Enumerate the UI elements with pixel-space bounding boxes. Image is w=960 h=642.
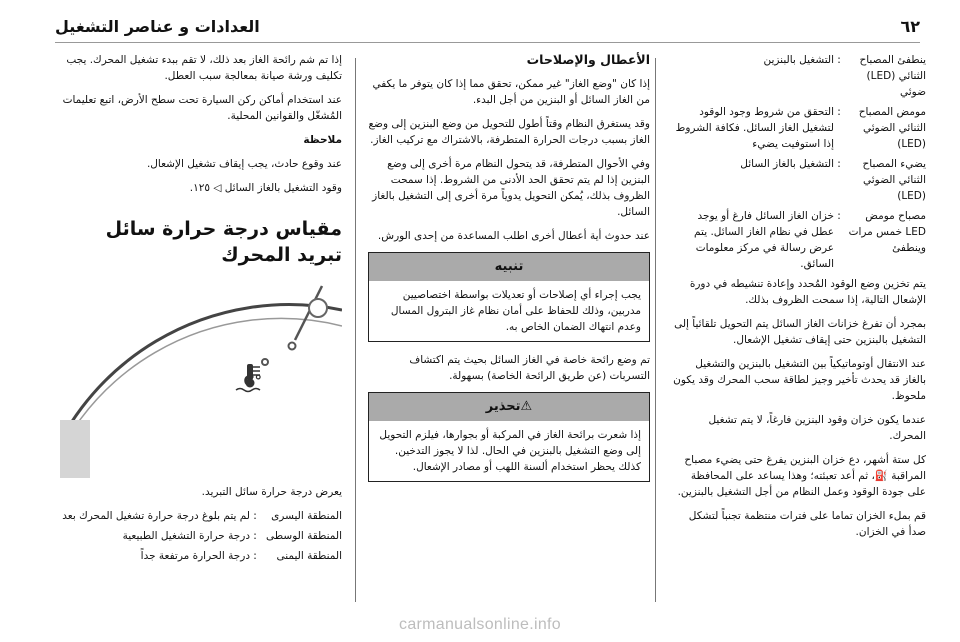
note-text: عند وقوع حادث، يجب إيقاف تشغيل الإشعال. xyxy=(146,158,342,170)
note-heading: ملاحظة xyxy=(303,134,342,146)
list-item: مومض المصباح الثنائي الضوئي (LED) : التحقق من شروط وجود الوقود لتشغيل الغاز السائل. فكافة الشروط إذا استوفيت يضيء xyxy=(672,104,926,156)
watermark: carmanualsonline.info xyxy=(399,616,561,633)
mode-desc: التحقق من شروط وجود الوقود لتشغيل الغاز السائل. فكافة الشروط إذا استوفيت يضيء xyxy=(675,106,834,150)
gauge-hub xyxy=(309,299,327,317)
warning-text: إذا شعرت برائحة الغاز في المركبة أو بجوارها، فيلزم التحويل إلى وضع التشغيل بالبنزين في الحال. لذا لا يجوز التدخين. كذلك يحظر استخدام ألسنة اللهب أو مصادر الإشعال. xyxy=(379,429,641,473)
page-title: العدادات و عناصر التشغيل xyxy=(55,16,260,36)
mode-term: مصباح مومض LED خمس مرات وينطفئ xyxy=(848,210,926,254)
column-divider-right xyxy=(655,58,656,602)
coolant-gauge-illustration xyxy=(60,280,342,478)
paragraph: إذا تم شم رائحة الغاز بعد ذلك، لا تقم ببدء تشغيل المحرك. يجب تكليف ورشة صيانة بمعالجة سبب العطل. xyxy=(66,54,342,82)
right-column xyxy=(672,52,926,548)
paragraph: عند حدوث أية أعطال أخرى اطلب المساعدة من إحدى الورش. xyxy=(377,230,650,242)
list-item: المنطقة الوسطى : درجة حرارة التشغيل الطبيعية xyxy=(62,528,342,548)
notice-box xyxy=(368,252,650,342)
fuel-mode-list xyxy=(672,52,926,276)
gauge-unit-label: °C xyxy=(243,372,262,390)
page-header xyxy=(55,14,920,38)
list-item: المنطقة اليمنى : درجة الحرارة مرتفعة جداً xyxy=(62,548,342,568)
paragraph: قم بملء الخزان تماما على فترات منتظمة تجنباً لتشكل صدأ في الخزان. xyxy=(688,510,926,538)
paragraph: وفي الأحوال المتطرفة، قد يتحول النظام مرة أخرى إلى وضع البنزين إذا لم يتم تحقق الحد الأدنى من الشروط. إذا سمحت الظروف بذلك، يُمكن التحويل يدوياً مرة أخرى إلى التشغيل بالغاز السائل. xyxy=(372,158,650,218)
notice-text: يجب إجراء أي إصلاحات أو تعديلات بواسطة اختصاصيين مدربين، وذلك للحفاظ على أمان نظام غاز البترول المسال وعدم انتهاك الضمان الخاص به. xyxy=(390,289,641,333)
paragraph: بمجرد أن تفرغ خزانات الغاز السائل يتم التحويل تلقائياً إلى التشغيل بالبنزين حتى إيقاف تشغيل الإشعال. xyxy=(674,318,926,346)
cross-reference: وقود التشغيل بالغاز السائل ◁ ١٢٥. xyxy=(189,182,342,194)
notice-title: تنبيه xyxy=(369,253,649,281)
page-number: ٦٢ xyxy=(900,16,920,36)
list-item: يضيء المصباح الثنائي الضوئي (LED) : التشغيل بالغاز السائل xyxy=(672,156,926,208)
gauge-tick xyxy=(289,343,296,350)
paragraph: كل ستة أشهر، دع خزان البنزين يفرغ حتى يضيء مصباح المراقبة ⛽، ثم أعد تعبئته؛ وهذا يساعد على المحافظة على جودة الوقود وعمل النظام من أجل التشغيل بالبنزين. xyxy=(677,454,926,498)
paragraph: تم وضع رائحة خاصة في الغاز السائل بحيث يتم اكتشاف التسربات (عن طريق الرائحة الخاصة) بسهولة. xyxy=(409,354,650,382)
zone-term: المنطقة اليمنى xyxy=(276,550,342,562)
mode-term: ينطفئ المصباح الثنائي (LED) ضوئي xyxy=(859,54,926,98)
paragraph: يتم تخزين وضع الوقود المُحدد وإعادة تنشيطه في دورة الإشعال التالية، إذا سمحت الظروف بذلك. xyxy=(689,278,926,306)
zone-desc: درجة الحرارة مرتفعة جداً xyxy=(140,550,250,562)
paragraph: وقد يستغرق النظام وقتاً أطول للتحويل من وضع البنزين إلى وضع الغاز بسبب درجات الحرارة المتطرفة، بالاشتراك مع تركيب الغاز. xyxy=(368,118,650,146)
warning-box xyxy=(368,392,650,482)
paragraph: عندما يكون خزان وقود البنزين فارغاً، لا يتم تشغيل المحرك. xyxy=(708,414,926,442)
column-divider-left xyxy=(355,58,356,602)
paragraph: عند الانتقال أوتوماتيكياً بين التشغيل بالبنزين والتشغيل بالغاز قد يحدث تأخير وجيز لطاقة سحب المحرك وقد يكون ملحوظ. xyxy=(673,358,926,402)
paragraph: عند استخدام أماكن ركن السيارة تحت سطح الأرض، اتبع تعليمات المُشغّل والقوانين المحلية. xyxy=(62,94,342,122)
zone-term: المنطقة الوسطى xyxy=(266,530,342,542)
mode-desc: التشغيل بالبنزين xyxy=(763,54,834,66)
zone-desc: لم يتم بلوغ درجة حرارة تشغيل المحرك بعد xyxy=(62,510,250,522)
zone-desc: درجة حرارة التشغيل الطبيعية xyxy=(122,530,250,542)
gauge-shadow xyxy=(60,420,90,478)
paragraph: إذا كان "وضع الغاز" غير ممكن، تحقق مما إذا كان يتوفر ما يكفي من الغاز السائل أو البنزين من أجل البدء. xyxy=(372,78,650,106)
mode-term: يضيء المصباح الثنائي الضوئي (LED) xyxy=(862,158,926,202)
gauge-tick xyxy=(262,359,268,365)
middle-column xyxy=(368,52,650,492)
zone-term: المنطقة اليسرى xyxy=(271,510,342,522)
gauge-zone-list xyxy=(62,508,342,568)
list-item: المنطقة اليسرى : لم يتم بلوغ درجة حرارة تشغيل المحرك بعد xyxy=(62,508,342,528)
mode-desc: التشغيل بالغاز السائل xyxy=(740,158,834,170)
gauge-caption: يعرض درجة حرارة سائل التبريد. xyxy=(201,486,342,498)
warning-title: ⚠تحذير xyxy=(369,393,649,421)
mode-desc: خزان الغاز السائل فارغ أو يوجد عطل في نظام الغاز السائل. يتم عرض رسالة في مركز معلومات السائق. xyxy=(694,210,834,270)
list-item: ينطفئ المصباح الثنائي (LED) ضوئي : التشغيل بالبنزين xyxy=(672,52,926,104)
left-column xyxy=(62,52,342,568)
mode-term: مومض المصباح الثنائي الضوئي (LED) xyxy=(858,106,926,150)
section-heading: مقياس درجة حرارة سائل تبريد المحرك xyxy=(105,218,342,266)
section-heading: الأعطال والإصلاحات xyxy=(526,52,650,67)
header-divider xyxy=(55,42,920,43)
list-item: مصباح مومض LED خمس مرات وينطفئ : خزان الغاز السائل فارغ أو يوجد عطل في نظام الغاز السائل. يتم عرض رسالة في مركز معلومات السائق. xyxy=(672,208,926,276)
